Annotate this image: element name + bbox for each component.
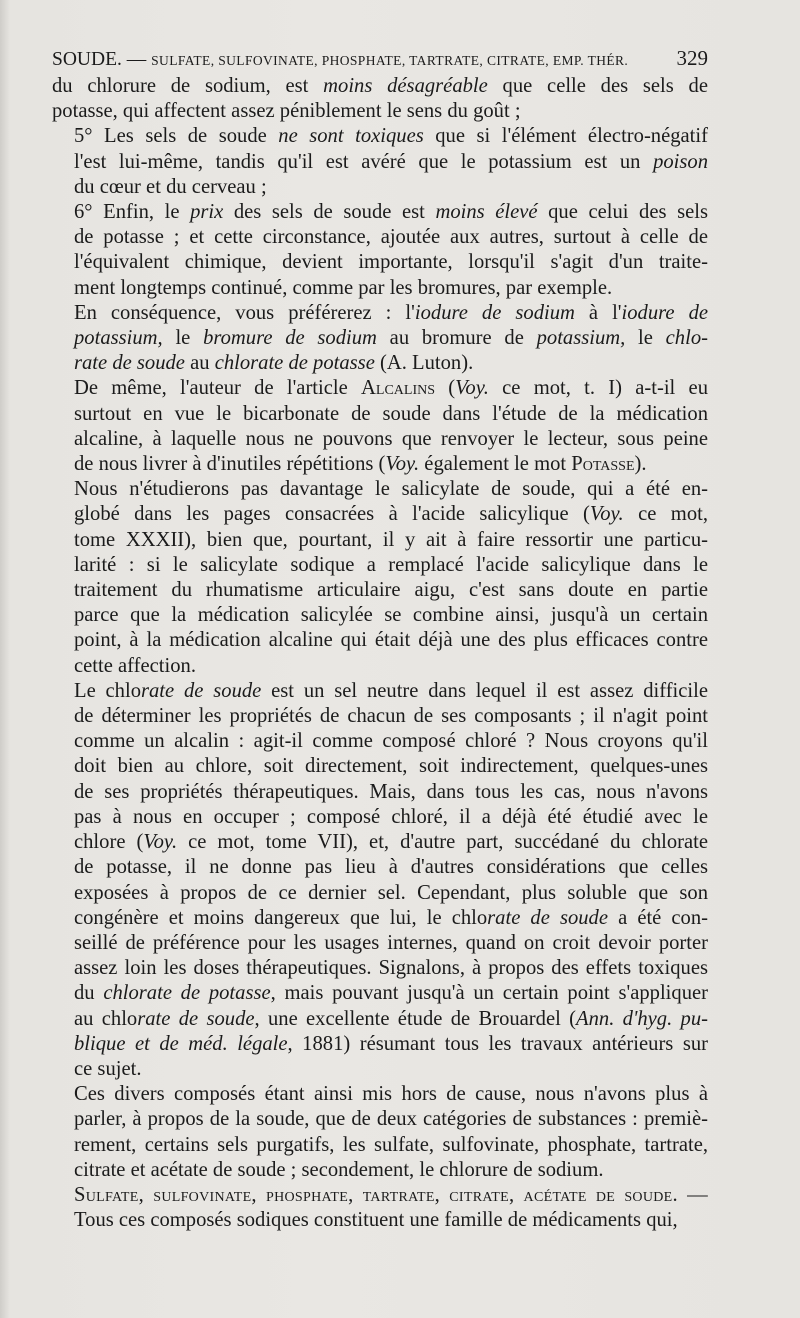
paragraph	[52, 477, 708, 679]
running-header	[52, 44, 708, 72]
text-line: De même, l'auteur de l'article Alcalins (Voy. ce mot, t. I) a-t-il eu	[74, 377, 708, 400]
paragraph	[52, 1082, 708, 1183]
text-line: assez loin les doses thérapeutiques. Signalons, à propos des effets toxiques	[74, 957, 708, 980]
text-line: seillé de préférence pour les usages internes, quand on croit devoir porter	[74, 931, 708, 954]
text-line: parler, à propos de la soude, que de deux catégories de substances : premiè-	[74, 1108, 708, 1131]
text-line: citrate et acétate de soude ; secondement, le chlorure de sodium.	[74, 1158, 604, 1181]
header-running-title: SULFATE, SULFOVINATE, PHOSPHATE, TARTRATE, CITRATE, EMP. THÉR.	[151, 53, 629, 68]
text-line: potasse, qui affectent assez péniblement le sens du goût ;	[52, 100, 521, 123]
text-line: de ses propriétés thérapeutiques. Mais, dans tous les cas, nous n'avons	[74, 780, 708, 803]
text-line: traitement du rhumatisme articulaire aigu, c'est sans doute en partie	[74, 579, 708, 602]
text-line: exposées à propos de ce dernier sel. Cependant, plus soluble que son	[74, 881, 708, 904]
text-line: chlore (Voy. ce mot, tome VII), et, d'autre part, succédané du chlorate	[74, 831, 708, 854]
paragraph	[52, 301, 708, 377]
text-line: Ces divers composés étant ainsi mis hors de cause, nous n'avons plus à	[74, 1083, 708, 1106]
text-line: surtout en vue le bicarbonate de soude dans l'étude de la médication	[74, 402, 708, 425]
text-line: ment longtemps continué, comme par les bromures, par exemple.	[74, 276, 613, 299]
text-line: Tous ces composés sodiques constituent une famille de médicaments qui,	[74, 1209, 678, 1232]
text-line: Sulfate, sulfovinate, phosphate, tartrate, citrate, acétate de soude. —	[74, 1183, 708, 1206]
paragraph	[52, 200, 708, 301]
text-line: au chlorate de soude, une excellente étude de Brouardel (Ann. d'hyg. pu-	[74, 1007, 709, 1030]
header-section: SOUDE. —	[52, 49, 147, 70]
text-line: globé dans les pages consacrées à l'acide salicylique (Voy. ce mot,	[74, 503, 708, 526]
text-line: rement, certains sels purgatifs, les sulfate, sulfovinate, phosphate, tartrate,	[74, 1133, 708, 1156]
text-line: rate de soude au chlorate de potasse (A. Luton).	[74, 352, 474, 375]
text-line: de déterminer les propriétés de chacun de ses composants ; il n'agit point	[74, 705, 708, 728]
text-line: du cœur et du cerveau ;	[74, 175, 267, 198]
page-number: 329	[676, 46, 708, 70]
text-line: l'équivalent chimique, devient importante, lorsqu'il s'agit d'un traite-	[74, 251, 708, 274]
text-line: En conséquence, vous préférerez : l'iodure de sodium à l'iodure de	[74, 301, 709, 324]
paragraph	[52, 124, 708, 200]
text-line: Nous n'étudierons pas davantage le salicylate de soude, qui a été en-	[74, 478, 708, 501]
text-line: Le chlorate de soude est un sel neutre dans lequel il est assez difficile	[74, 679, 708, 702]
text-line: du chlorure de sodium, est moins désagréable que celle des sels de	[52, 75, 708, 97]
text-line: cette affection.	[74, 654, 196, 677]
paragraph	[52, 679, 708, 1082]
text-line: ce sujet.	[74, 1057, 142, 1080]
paragraph	[52, 376, 708, 477]
paragraph	[52, 74, 708, 124]
text-line: parce que la médication salicylée se combine ainsi, jusqu'à un certain	[74, 604, 708, 627]
text-line: de potasse ; et cette circonstance, ajoutée aux autres, surtout à celle de	[74, 226, 708, 249]
text-line: 5° Les sels de soude ne sont toxiques que si l'élément électro-négatif	[74, 125, 708, 148]
text-line: larité : si le salicylate sodique a remplacé l'acide salicylique dans le	[74, 553, 708, 576]
text-line: comme un alcalin : agit-il comme composé chloré ? Nous croyons qu'il	[74, 730, 708, 753]
body-text	[52, 74, 708, 1233]
text-line: l'est lui-même, tandis qu'il est avéré que le potassium est un poison	[74, 150, 708, 173]
text-line: pas à nous en occuper ; composé chloré, il a déjà été étudié avec le	[74, 805, 708, 828]
text-line: congénère et moins dangereux que lui, le chlorate de soude a été con-	[74, 906, 709, 929]
text-line: alcaline, à laquelle nous ne pouvons que renvoyer le lecteur, sous peine	[74, 427, 708, 450]
text-line: de potasse, il ne donne pas lieu à d'autres considérations que celles	[74, 856, 708, 879]
text-line: de nous livrer à d'inutiles répétitions (Voy. également le mot Potasse).	[74, 453, 647, 476]
text-line: 6° Enfin, le prix des sels de soude est moins élevé que celui des sels	[74, 201, 708, 224]
paragraph	[52, 1183, 708, 1233]
text-line: tome XXXII), bien que, pourtant, il y ait à faire ressortir une particu-	[74, 528, 708, 551]
text-line: point, à la médication alcaline qui était déjà une des plus efficaces contre	[74, 629, 708, 652]
text-line: du chlorate de potasse, mais pouvant jusqu'à un certain point s'appliquer	[74, 982, 708, 1005]
text-line: blique et de méd. légale, 1881) résumant tous les travaux antérieurs sur	[74, 1032, 708, 1055]
text-line: doit bien au chlore, soit directement, soit indirectement, quelques-unes	[74, 755, 708, 778]
text-line: potassium, le bromure de sodium au bromure de potassium, le chlo-	[74, 327, 708, 350]
